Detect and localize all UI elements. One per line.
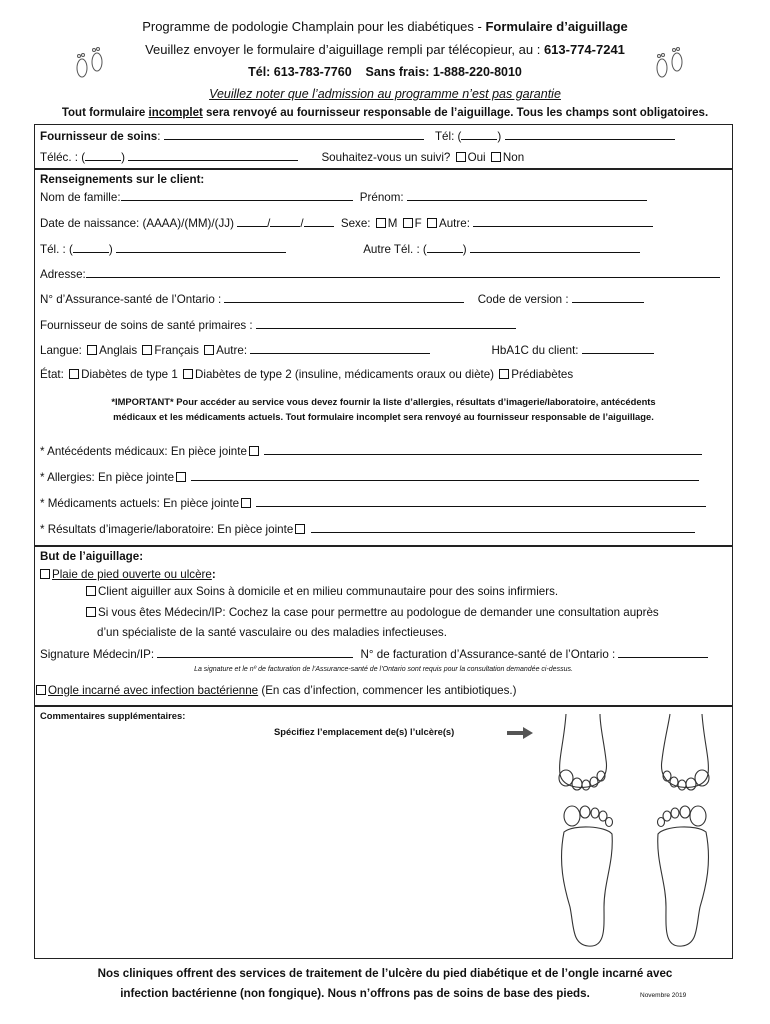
first-name-field[interactable]	[407, 190, 647, 201]
footprints-icon-right	[650, 46, 690, 82]
medications-checkbox[interactable]	[241, 498, 251, 508]
dob-day-field[interactable]	[304, 216, 334, 227]
last-name-field[interactable]	[121, 190, 353, 201]
specialist-checkbox[interactable]	[86, 607, 96, 617]
medical-history-row: * Antécédents médicaux: En pièce jointe	[40, 444, 702, 458]
right-foot-sole-view	[658, 806, 709, 946]
hba1c-field[interactable]	[582, 343, 654, 354]
fax-instruction: Veuillez envoyer le formulaire d’aiguillage rempli par télécopieur, au : 613-774-7241	[145, 42, 625, 57]
form-date: Novembre 2019	[640, 992, 687, 999]
medical-history-field[interactable]	[264, 444, 702, 455]
signature-field[interactable]	[157, 647, 353, 658]
provider-tel-area-field[interactable]	[461, 129, 497, 140]
lab-results-row: * Résultats d’imagerie/laboratoire: En pièce jointe	[40, 522, 695, 536]
left-foot-top-view	[559, 714, 606, 790]
footer-line2: infection bactérienne (non fongique). Nous n’offrons pas de soins de base des pieds.	[120, 987, 590, 1000]
prediabetes-checkbox[interactable]	[499, 369, 509, 379]
phone-line: Tél: 613-783-7760 Sans frais: 1-888-220-8010	[248, 65, 522, 79]
signature-note: La signature et le nº de facturation de l’Assurance-santé de l’Ontario sont requis pour la consultation demandée ci-dessus.	[194, 666, 573, 673]
important-note-line1: *IMPORTANT* Pour accéder au service vous devez fournir la liste d’allergies, résultats d’imagerie/laboratoire, antécédents	[111, 396, 656, 407]
client-phone-row: Tél. : ( ) Autre Tél. : ( )	[40, 242, 640, 256]
provider-fax-row: Téléc. : ( ) Souhaitez-vous un suivi? Oui Non	[40, 151, 525, 164]
client-alt-tel-field[interactable]	[470, 242, 640, 253]
followup-non-checkbox[interactable]	[491, 152, 501, 162]
provider-fax-field[interactable]	[128, 150, 298, 161]
primary-care-field[interactable]	[256, 318, 516, 329]
ingrown-nail-checkbox[interactable]	[36, 685, 46, 695]
provider-row: Fournisseur de soins: Tél: ( )	[40, 129, 675, 143]
ohip-version-field[interactable]	[572, 292, 644, 303]
lab-results-checkbox[interactable]	[295, 524, 305, 534]
address-row: Adresse:	[40, 267, 720, 281]
medications-row: * Médicaments actuels: En pièce jointe	[40, 496, 706, 510]
wound-row: Plaie de pied ouverte ou ulcère:	[40, 568, 216, 581]
home-care-row: Client aiguiller aux Soins à domicile et en milieu communautaire pour des soins infirmiers.	[84, 585, 558, 598]
footer-line1: Nos cliniques offrent des services de traitement de l’ulcère du pied diabétique et de l’ongle incarné avec	[97, 967, 673, 980]
form-title: Programme de podologie Champlain pour les diabétiques - Formulaire d’aiguillage	[142, 19, 628, 34]
arrow-right-icon	[505, 726, 535, 740]
ulcer-location-instruction: Spécifiez l’emplacement de(s) l’ulcère(s)	[274, 726, 455, 737]
dob-year-field[interactable]	[237, 216, 267, 227]
ohip-number-field[interactable]	[224, 292, 464, 303]
client-tel-area-field[interactable]	[73, 242, 109, 253]
allergies-checkbox[interactable]	[176, 472, 186, 482]
home-care-checkbox[interactable]	[86, 586, 96, 596]
medical-history-checkbox[interactable]	[249, 446, 259, 456]
sex-autre-checkbox[interactable]	[427, 218, 437, 228]
condition-row: État: Diabètes de type 1 Diabètes de type 2 (insuline, médicaments oraux ou diète) Prédiabètes	[40, 368, 574, 381]
primary-care-row: Fournisseur de soins de santé primaires :	[40, 318, 516, 332]
provider-name-field[interactable]	[164, 129, 424, 140]
left-foot-sole-view	[562, 806, 613, 946]
incomplete-warning: Tout formulaire incomplet sera renvoyé au fournisseur responsable de l’aiguillage. Tous les champs sont obligatoires.	[61, 107, 709, 119]
footprints-icon-left	[70, 46, 110, 82]
medications-field[interactable]	[256, 496, 706, 507]
dob-month-field[interactable]	[270, 216, 300, 227]
lang-autre-checkbox[interactable]	[204, 345, 214, 355]
sex-m-checkbox[interactable]	[376, 218, 386, 228]
referral-title: But de l’aiguillage:	[40, 550, 144, 563]
billing-number-field[interactable]	[618, 647, 708, 658]
lab-results-field[interactable]	[311, 522, 695, 533]
lang-anglais-checkbox[interactable]	[87, 345, 97, 355]
ingrown-nail-row: Ongle incarné avec infection bactérienne (En cas d’infection, commencer les antibiotiques.)	[36, 684, 517, 697]
language-row: Langue: Anglais Français Autre: HbA1C du client:	[40, 343, 654, 357]
signature-row: Signature Médecin/IP: N° de facturation d’Assurance-santé de l’Ontario :	[40, 647, 708, 661]
client-alt-tel-area-field[interactable]	[427, 242, 463, 253]
specialist-row-cont: d’un spécialiste de la santé vasculaire ou des maladies infectieuses.	[97, 626, 447, 639]
provider-tel-field[interactable]	[505, 129, 675, 140]
type1-checkbox[interactable]	[69, 369, 79, 379]
name-row: Nom de famille: Prénom:	[40, 190, 647, 204]
specialist-row: Si vous êtes Médecin/IP: Cochez la case pour permettre au podologue de demander une consultation auprès	[84, 606, 659, 619]
address-field[interactable]	[86, 267, 720, 278]
comments-label: Commentaires supplémentaires:	[40, 710, 186, 721]
sex-autre-field[interactable]	[473, 216, 653, 227]
provider-fax-area-field[interactable]	[85, 150, 121, 161]
important-note-line2: médicaux et les médicaments actuels. Tout formulaire incomplet sera renvoyé au fournisseur responsable de l’aiguillage.	[113, 411, 654, 422]
type2-checkbox[interactable]	[183, 369, 193, 379]
admission-note: Veuillez noter que l’admission au programme n’est pas garantie	[209, 87, 561, 101]
sex-f-checkbox[interactable]	[403, 218, 413, 228]
ohip-row: N° d’Assurance-santé de l’Ontario : Code de version :	[40, 292, 644, 306]
lang-francais-checkbox[interactable]	[142, 345, 152, 355]
allergies-row: * Allergies: En pièce jointe	[40, 470, 699, 484]
foot-diagram[interactable]	[548, 712, 728, 952]
followup-oui-checkbox[interactable]	[456, 152, 466, 162]
client-section-title: Renseignements sur le client:	[40, 173, 205, 186]
lang-autre-field[interactable]	[250, 343, 430, 354]
wound-checkbox[interactable]	[40, 569, 50, 579]
dob-row: Date de naissance: (AAAA)/(MM)/(JJ) / / Sexe: M F Autre:	[40, 216, 653, 230]
client-tel-field[interactable]	[116, 242, 286, 253]
allergies-field[interactable]	[191, 470, 699, 481]
right-foot-top-view	[662, 714, 709, 790]
